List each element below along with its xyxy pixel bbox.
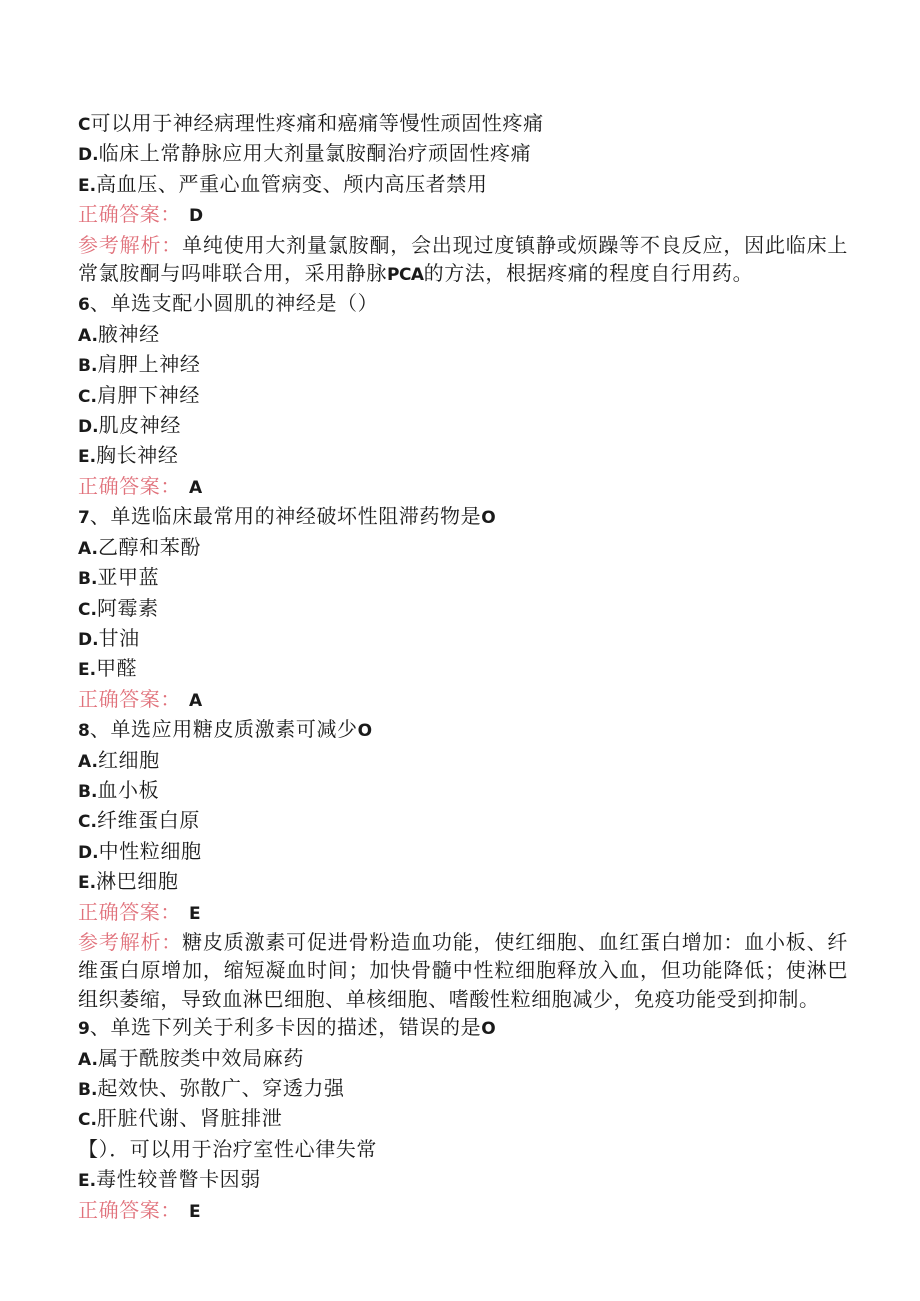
q6-option-a [78, 320, 848, 350]
answer-label: 正确答案： [78, 1197, 181, 1222]
analysis-abbr: PCA [387, 265, 424, 286]
option-mark: C. [78, 1110, 97, 1131]
option-text: 临床上常静脉应用大剂量氯胺酮治疗顽固性疼痛 [98, 141, 532, 166]
q8-option-c [78, 806, 848, 836]
option-text: 乙醇和苯酚 [97, 534, 201, 559]
option-text: 腋神经 [97, 321, 160, 346]
q6-option-d [78, 411, 848, 441]
option-mark: E. [78, 873, 97, 894]
option-text: 【）．可以用于治疗室性心律失常 [78, 1136, 377, 1161]
option-mark: A. [78, 538, 98, 559]
option-mark: B. [78, 781, 98, 802]
q8-stem [78, 715, 848, 745]
option-mark: A. [78, 751, 98, 772]
q5-option-d [78, 139, 848, 169]
question-number: 6 [78, 295, 90, 316]
option-text: 甲醛 [96, 656, 138, 681]
q5-answer [78, 200, 848, 230]
question-number: 7 [78, 508, 90, 529]
option-mark: E. [78, 1171, 97, 1192]
question-number: 9 [78, 1019, 90, 1040]
option-text: 胸长神经 [96, 443, 179, 468]
q8-analysis [78, 928, 848, 1013]
q6-option-e [78, 441, 848, 471]
option-mark: B. [78, 569, 98, 590]
option-mark: A. [78, 325, 98, 346]
option-text: 属于酰胺类中效局麻药 [97, 1045, 304, 1070]
answer-value: E [189, 903, 202, 924]
option-text: 中性粒细胞 [98, 838, 202, 863]
option-text: 纤维蛋白原 [96, 808, 200, 833]
question-stem: 、单选支配小圆肌的神经是（） [89, 291, 379, 316]
q8-answer [78, 898, 848, 928]
answer-value: A [189, 477, 203, 498]
option-mark: D. [78, 629, 99, 650]
option-text: 肩胛下神经 [96, 382, 200, 407]
option-mark: C. [78, 812, 97, 833]
q7-option-b [78, 563, 848, 593]
analysis-label: 参考解析： [78, 929, 183, 954]
answer-label: 正确答案： [78, 686, 181, 711]
analysis-label: 参考解析： [78, 232, 183, 257]
option-text: 肩胛上神经 [97, 352, 201, 377]
q7-option-e [78, 654, 848, 684]
option-text: 毒性较普瞥卡因弱 [96, 1167, 261, 1192]
option-text: 可以用于神经病理性疼痛和癌痛等慢性顽固性疼痛 [90, 111, 544, 135]
option-text: 甘油 [98, 625, 140, 650]
question-stem-tail: O [481, 508, 496, 529]
option-mark: D. [78, 417, 99, 438]
option-mark: C. [78, 386, 97, 407]
option-text: 起效快、弥散广、穿透力强 [97, 1076, 345, 1100]
q7-stem [78, 502, 848, 532]
option-mark: E. [78, 175, 97, 196]
option-text: 红细胞 [97, 747, 160, 772]
answer-label: 正确答案： [78, 473, 181, 498]
q8-option-b [78, 776, 848, 806]
q9-stem [78, 1013, 848, 1043]
option-mark: D. [78, 842, 99, 863]
question-number: 8 [78, 721, 90, 742]
option-mark: E. [78, 447, 97, 468]
q9-option-b [78, 1074, 848, 1104]
option-mark: B. [78, 1080, 98, 1100]
question-stem: 、单选临床最常用的神经破坏性阻滞药物是 [89, 504, 482, 529]
q7-option-a [78, 533, 848, 563]
option-text: 肝脏代谢、肾脏排泄 [96, 1106, 283, 1131]
option-mark: D. [78, 145, 99, 166]
analysis-text: 糖皮质激素可促进骨粉造血功能，使红细胞、血红蛋白增加：血小板、纤维蛋白原增加，缩短凝血时间；加快骨髓中性粒细胞释放入血，但功能降低；使淋巴组织萎缩，导致血淋巴细胞、单核细胞、嗜酸性粒细胞减少，免疫功能受到抑制。 [78, 929, 849, 1011]
q6-option-b [78, 350, 848, 380]
answer-value: E [189, 1201, 202, 1222]
analysis-text: 单纯使用大剂量氯胺酮，会出现过度镇静或烦躁等不良反应，因此临床上常氯胺酮与吗啡联合用，采用静脉 [78, 232, 849, 286]
q9-option-e [78, 1165, 848, 1195]
q8-option-d [78, 837, 848, 867]
analysis-text-cont: 的方法，根据疼痛的程度自行用药。 [423, 261, 754, 286]
option-mark: C [78, 115, 91, 135]
q6-option-c [78, 381, 848, 411]
option-text: 阿霉素 [96, 595, 159, 620]
option-text: 亚甲蓝 [97, 565, 160, 590]
q6-stem [78, 289, 848, 319]
option-text: 血小板 [97, 777, 160, 802]
q8-option-e [78, 867, 848, 897]
answer-label: 正确答案： [78, 899, 181, 924]
answer-value: A [189, 690, 203, 711]
question-stem: 、单选下列关于利多卡因的描述，错误的是 [89, 1015, 482, 1040]
question-stem-tail: O [357, 721, 373, 742]
q7-option-c [78, 594, 848, 624]
q9-option-d [78, 1135, 848, 1165]
question-stem: 、单选应用糖皮质激素可减少 [89, 717, 358, 742]
option-mark: B. [78, 356, 98, 377]
option-text: 高血压、严重心血管病变、颅内高压者禁用 [96, 171, 488, 196]
option-mark: C. [78, 599, 97, 620]
option-text: 淋巴细胞 [96, 869, 179, 894]
q6-answer [78, 472, 848, 502]
q7-answer [78, 685, 848, 715]
q5-analysis [78, 231, 848, 290]
q5-option-c [78, 109, 848, 139]
exam-document [78, 109, 848, 1226]
q9-option-c [78, 1104, 848, 1134]
question-stem-tail: O [481, 1019, 496, 1040]
option-text: 肌皮神经 [98, 413, 181, 438]
answer-label: 正确答案： [78, 202, 181, 227]
option-mark: E. [78, 660, 97, 681]
q7-option-d [78, 624, 848, 654]
q5-option-e [78, 170, 848, 200]
answer-value: D [189, 206, 204, 227]
option-mark: A. [78, 1049, 98, 1070]
q9-answer [78, 1196, 848, 1226]
q8-option-a [78, 746, 848, 776]
q9-option-a [78, 1044, 848, 1074]
